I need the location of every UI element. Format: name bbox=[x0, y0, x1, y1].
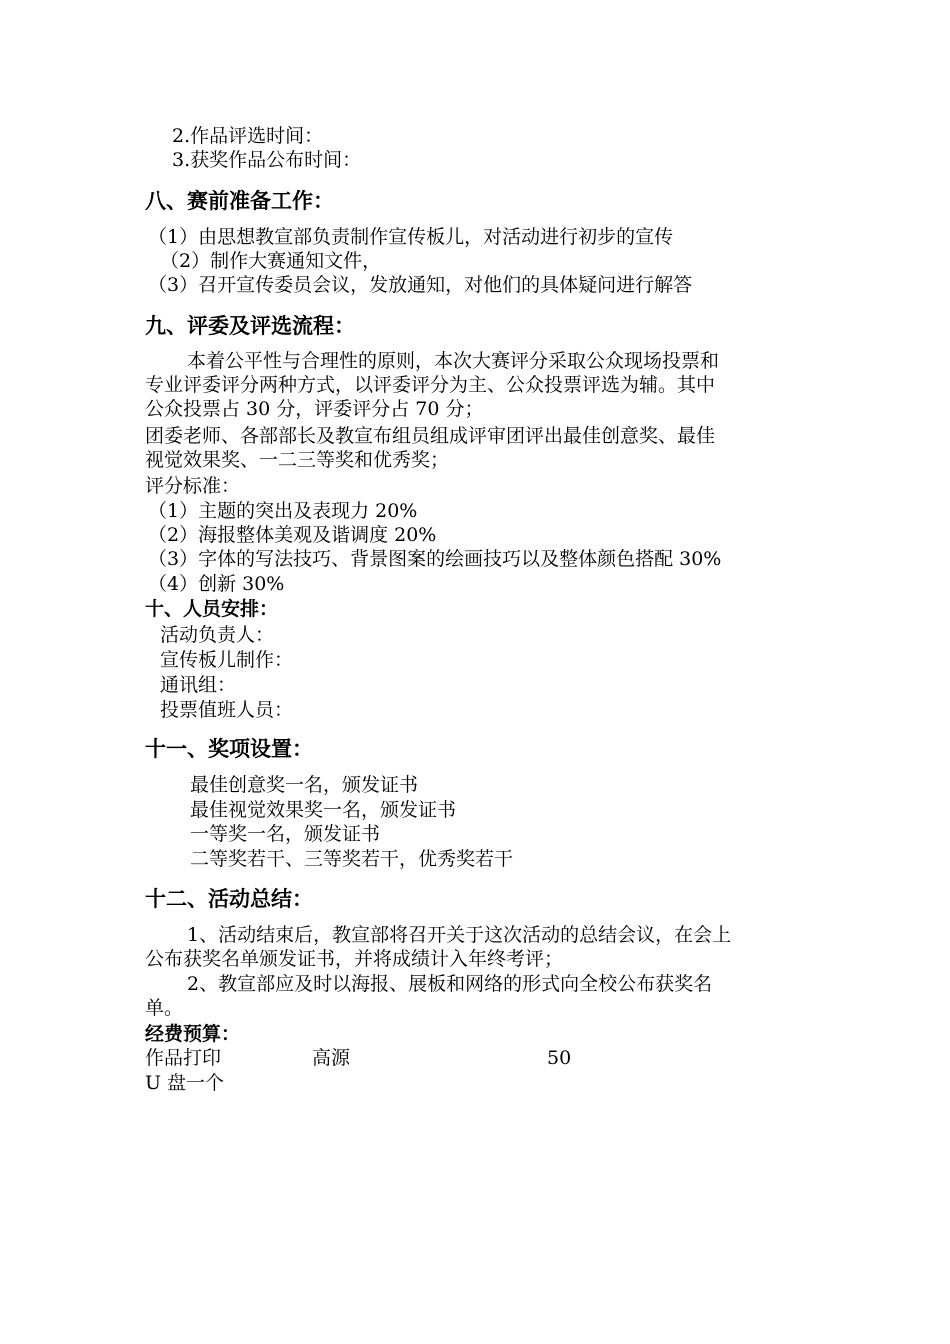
section12-heading: 十二、活动总结： bbox=[145, 887, 313, 911]
summary-paragraph-line: 2、教宣部应及时以海报、展板和网络的形式向全校公布获奖名 bbox=[187, 973, 713, 995]
section8-item: （3）召开宣传委员会议，发放通知，对他们的具体疑问进行解答 bbox=[148, 274, 693, 296]
section9-paragraph-line: 本着公平性与合理性的原则，本次大赛评分采取公众现场投票和 bbox=[187, 350, 720, 372]
schedule-announce-time: 3.获奖作品公布时间： bbox=[172, 149, 362, 171]
criteria-item: （2）海报整体美观及谐调度 20% bbox=[148, 524, 437, 546]
criteria-item: （4）创新 30% bbox=[148, 573, 285, 595]
section8-heading: 八、赛前准备工作： bbox=[145, 189, 334, 213]
budget-item: U 盘一个 bbox=[145, 1072, 225, 1094]
award-item: 一等奖一名，颁发证书 bbox=[190, 823, 381, 845]
staff-item: 活动负责人： bbox=[160, 624, 275, 646]
section10-heading: 十、人员安排： bbox=[145, 598, 279, 620]
section9-paragraph-line: 专业评委评分两种方式，以评委评分为主、公众投票评选为辅。其中 bbox=[145, 374, 716, 396]
section9-heading: 九、评委及评选流程： bbox=[145, 314, 355, 338]
section8-item: （2）制作大赛通知文件， bbox=[160, 250, 382, 272]
criteria-label: 评分标准： bbox=[145, 475, 241, 497]
award-item: 最佳创意奖一名，颁发证书 bbox=[190, 774, 419, 796]
budget-vendor: 高源 bbox=[312, 1047, 351, 1069]
summary-paragraph-line: 1、活动结束后，教宣部将召开关于这次活动的总结会议，在会上 bbox=[187, 924, 732, 946]
budget-amount: 50 bbox=[547, 1047, 572, 1069]
criteria-item: （1）主题的突出及表现力 20% bbox=[148, 500, 418, 522]
staff-item: 通讯组： bbox=[160, 674, 237, 696]
award-item: 二等奖若干、三等奖若干，优秀奖若干 bbox=[190, 848, 514, 870]
section11-heading: 十一、奖项设置： bbox=[145, 737, 313, 761]
section9-paragraph-line: 团委老师、各部部长及教宣布组员组成评审团评出最佳创意奖、最佳 bbox=[145, 425, 716, 447]
criteria-item: （3）字体的写法技巧、背景图案的绘画技巧以及整体颜色搭配 30% bbox=[148, 548, 722, 570]
budget-heading: 经费预算： bbox=[145, 1023, 241, 1045]
section9-paragraph-line: 视觉效果奖、一二三等奖和优秀奖； bbox=[145, 449, 450, 471]
section9-paragraph-line: 公众投票占 30 分，评委评分占 70 分； bbox=[145, 398, 484, 420]
summary-paragraph-line: 公布获奖名单颁发证书，并将成绩计入年终考评； bbox=[145, 948, 564, 970]
schedule-judging-time: 2.作品评选时间： bbox=[172, 125, 324, 147]
summary-paragraph-line: 单。 bbox=[145, 997, 184, 1019]
budget-item: 作品打印 bbox=[145, 1047, 222, 1069]
staff-item: 投票值班人员： bbox=[160, 699, 294, 721]
award-item: 最佳视觉效果奖一名，颁发证书 bbox=[190, 799, 457, 821]
staff-item: 宣传板儿制作： bbox=[160, 649, 294, 671]
section8-item: （1）由思想教宣部负责制作宣传板儿，对活动进行初步的宣传 bbox=[148, 226, 674, 248]
